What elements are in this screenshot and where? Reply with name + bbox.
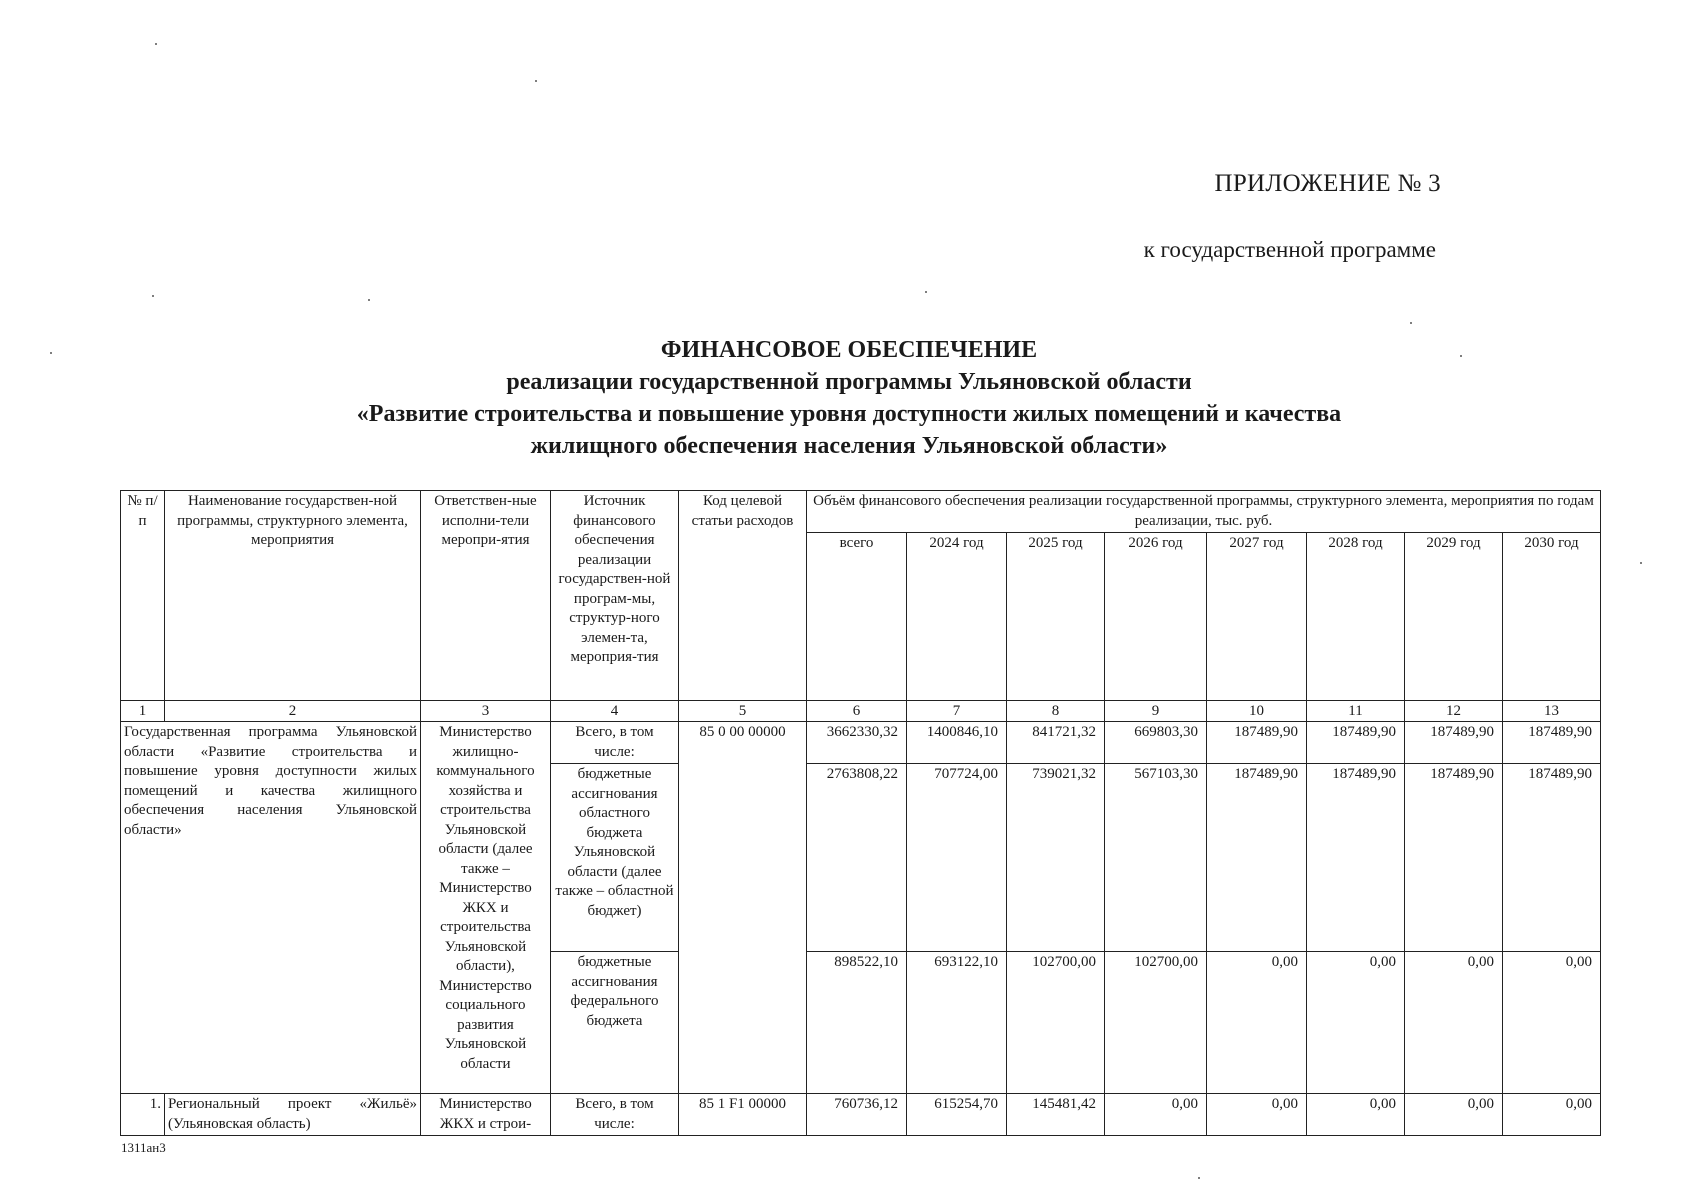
scan-speck: [1410, 322, 1412, 324]
header-name: Наименование государствен-ной программы, структурного элемента, мероприятия: [165, 491, 421, 701]
financing-table: [120, 490, 1601, 1136]
value-cell: 102700,00: [1007, 952, 1105, 1094]
project-name: Региональный проект «Жильё» (Ульяновская область): [165, 1094, 421, 1136]
project-executors: Министерство ЖКХ и строи-: [421, 1094, 551, 1136]
scan-speck: [535, 80, 537, 82]
scan-speck: [1460, 355, 1462, 357]
column-number: 2: [165, 701, 421, 722]
column-number: 1: [121, 701, 165, 722]
scan-speck: [1640, 562, 1642, 564]
scan-speck: [50, 352, 52, 354]
table-header-row: [121, 491, 1601, 533]
value-cell: 0,00: [1405, 952, 1503, 1094]
column-number: 10: [1207, 701, 1307, 722]
value-cell: 187489,90: [1207, 764, 1307, 952]
source-federal-budget: бюджетные ассигнования федерального бюджета: [551, 952, 679, 1094]
value-cell: 187489,90: [1503, 722, 1601, 764]
value-cell: 760736,12: [807, 1094, 907, 1136]
value-cell: 669803,30: [1105, 722, 1207, 764]
value-cell: 0,00: [1503, 952, 1601, 1094]
value-cell: 187489,90: [1503, 764, 1601, 952]
header-source: Источник финансового обеспечения реализации государствен-ной програм-мы, структур-ного элемен-та, мероприя-тия: [551, 491, 679, 701]
value-cell: 0,00: [1207, 952, 1307, 1094]
value-cell: 187489,90: [1405, 722, 1503, 764]
header-year: 2025 год: [1007, 533, 1105, 701]
value-cell: 102700,00: [1105, 952, 1207, 1094]
column-number: 8: [1007, 701, 1105, 722]
header-code: Код целевой статьи расходов: [679, 491, 807, 701]
value-cell: 187489,90: [1307, 764, 1405, 952]
column-numbers-row: [121, 701, 1601, 722]
header-year: 2029 год: [1405, 533, 1503, 701]
value-cell: 693122,10: [907, 952, 1007, 1094]
project-code: 85 1 F1 00000: [679, 1094, 807, 1136]
column-number: 13: [1503, 701, 1601, 722]
value-cell: 739021,32: [1007, 764, 1105, 952]
value-cell: 0,00: [1307, 1094, 1405, 1136]
document-title: [0, 334, 1698, 462]
source-total: Всего, в том числе:: [551, 722, 679, 764]
appendix-subtitle: к государственной программе: [1143, 237, 1436, 262]
column-number: 4: [551, 701, 679, 722]
header-executors: Ответствен-ные исполни-тели меропри-ятия: [421, 491, 551, 701]
value-cell: 615254,70: [907, 1094, 1007, 1136]
program-name: Государственная программа Ульяновской области «Развитие строительства и повышение уровня доступности жилых помещений и качества жилищного обеспечения населения Ульяновской области»: [121, 722, 421, 1094]
value-cell: 707724,00: [907, 764, 1007, 952]
column-number: 3: [421, 701, 551, 722]
scan-speck: [155, 43, 157, 45]
header-year: 2030 год: [1503, 533, 1601, 701]
source-regional-budget: бюджетные ассигнования областного бюджета Ульяновской области (далее также – областной бюджет): [551, 764, 679, 952]
title-line-2: реализации государственной программы Ульяновской области: [506, 369, 1192, 395]
column-number: 12: [1405, 701, 1503, 722]
value-cell: 0,00: [1503, 1094, 1601, 1136]
column-number: 7: [907, 701, 1007, 722]
value-cell: 0,00: [1307, 952, 1405, 1094]
header-volume: Объём финансового обеспечения реализации государственной программы, структурного элемента, мероприятия по годам реализации, тыс. руб.: [807, 491, 1601, 533]
project-num: 1.: [121, 1094, 165, 1136]
table-row: [121, 722, 1601, 764]
value-cell: 187489,90: [1207, 722, 1307, 764]
value-cell: 187489,90: [1307, 722, 1405, 764]
column-number: 6: [807, 701, 907, 722]
document-code: 1311ан3: [121, 1140, 166, 1155]
header-year: 2024 год: [907, 533, 1007, 701]
title-line-1: ФИНАНСОВОЕ ОБЕСПЕЧЕНИЕ: [660, 337, 1038, 363]
value-cell: 145481,42: [1007, 1094, 1105, 1136]
value-cell: 0,00: [1207, 1094, 1307, 1136]
column-number: 11: [1307, 701, 1405, 722]
value-cell: 841721,32: [1007, 722, 1105, 764]
value-cell: 1400846,10: [907, 722, 1007, 764]
header-year: 2027 год: [1207, 533, 1307, 701]
scan-speck: [925, 291, 927, 293]
header-year: 2026 год: [1105, 533, 1207, 701]
scan-speck: [152, 295, 154, 297]
scan-speck: [1198, 1177, 1200, 1179]
appendix-title: ПРИЛОЖЕНИЕ № 3: [1214, 170, 1441, 197]
scan-speck: [368, 299, 370, 301]
value-cell: 0,00: [1405, 1094, 1503, 1136]
column-number: 5: [679, 701, 807, 722]
program-code: 85 0 00 00000: [679, 722, 807, 1094]
title-line-4: жилищного обеспечения населения Ульяновской области»: [530, 433, 1168, 459]
value-cell: 2763808,22: [807, 764, 907, 952]
title-line-3: «Развитие строительства и повышение уровня доступности жилых помещений и качества: [356, 401, 1342, 427]
project-source: Всего, в том числе:: [551, 1094, 679, 1136]
value-cell: 187489,90: [1405, 764, 1503, 952]
header-year: 2028 год: [1307, 533, 1405, 701]
header-num: № п/п: [121, 491, 165, 701]
column-number: 9: [1105, 701, 1207, 722]
value-cell: 898522,10: [807, 952, 907, 1094]
value-cell: 567103,30: [1105, 764, 1207, 952]
program-executors: Министерство жилищно-коммунального хозяйства и строительства Ульяновской области (далее также – Министерство ЖКХ и строительства Ульяновской области), Министерство социального развития Ульяновской области: [421, 722, 551, 1094]
header-total: всего: [807, 533, 907, 701]
value-cell: 0,00: [1105, 1094, 1207, 1136]
value-cell: 3662330,32: [807, 722, 907, 764]
table-row: [121, 1094, 1601, 1136]
